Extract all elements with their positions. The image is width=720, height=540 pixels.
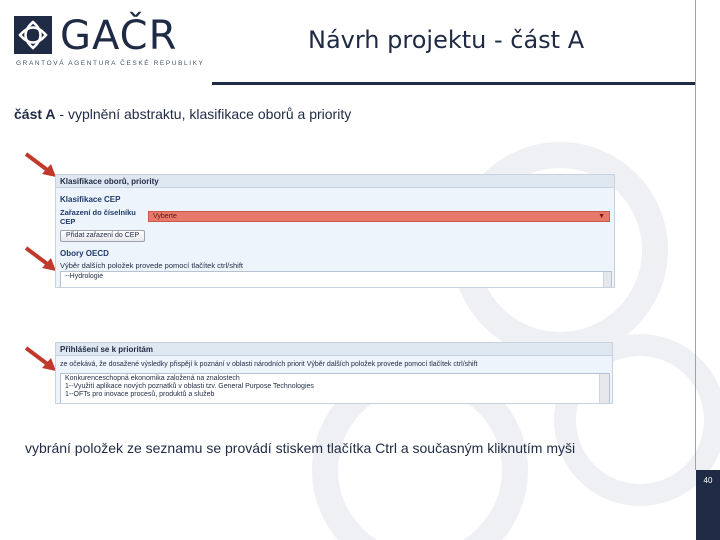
cep-section-title: Klasifikace CEP: [60, 195, 121, 204]
cep-select[interactable]: [148, 211, 610, 222]
priorities-hint: ze očekává, že dosažené výsledky přispějí k poznání v oblasti národních priorit Výběr dalších položek provede pomocí tlačítek ctrl/shift: [60, 361, 478, 368]
right-divider: [695, 0, 696, 470]
section-heading-rest: - vyplnění abstraktu, klasifikace oborů a priority: [55, 106, 352, 122]
priorities-listbox[interactable]: [60, 373, 610, 404]
cep-select-value: Vyberte: [153, 213, 177, 220]
logo-knot-icon: [14, 16, 52, 54]
section-heading: [14, 106, 351, 122]
logo-subtitle: GRANTOVÁ AGENTURA ČESKÉ REPUBLIKY: [16, 60, 205, 67]
scrollbar[interactable]: [599, 374, 609, 404]
title-underline: [212, 82, 696, 85]
oecd-hint: Výběr dalších položek provede pomocí tlačítek ctrl/shift: [60, 261, 244, 270]
page-number: 40: [703, 476, 713, 485]
chevron-down-icon: ▼: [598, 213, 605, 220]
add-cep-button[interactable]: Přidat zařazení do CEP: [60, 230, 145, 242]
priorities-panel-header: Přihlášení se k prioritám: [56, 343, 612, 356]
oecd-listbox[interactable]: [60, 271, 612, 288]
cep-label-line2: CEP: [60, 217, 76, 226]
cep-label-line1: Zařazení do číselníku: [60, 208, 136, 217]
list-item[interactable]: --Hydrologie: [65, 273, 104, 280]
instruction-note: vybrání položek ze seznamu se provádí stiskem tlačítka Ctrl a současným kliknutím myši: [25, 440, 576, 456]
section-heading-bold: část A: [14, 106, 56, 122]
list-item[interactable]: Konkurenceschopná ekonomika založená na znalostech: [65, 375, 240, 382]
classification-panel: [55, 174, 615, 288]
oecd-section-title: Obory OECD: [60, 249, 109, 258]
logo-wordmark: GAČR: [60, 13, 178, 59]
slide-title: Návrh projektu - část A: [308, 26, 585, 54]
list-item[interactable]: 1--Využití aplikace nových poznatků v oblasti tzv. General Purpose Technologies: [65, 383, 314, 390]
gacr-logo: [14, 13, 205, 70]
list-item[interactable]: 1--OFTs pro inovace procesů, produktů a služeb: [65, 391, 215, 398]
priorities-panel: [55, 342, 613, 404]
scrollbar[interactable]: [603, 272, 611, 288]
classification-panel-header: Klasifikace oborů, priority: [56, 175, 614, 188]
